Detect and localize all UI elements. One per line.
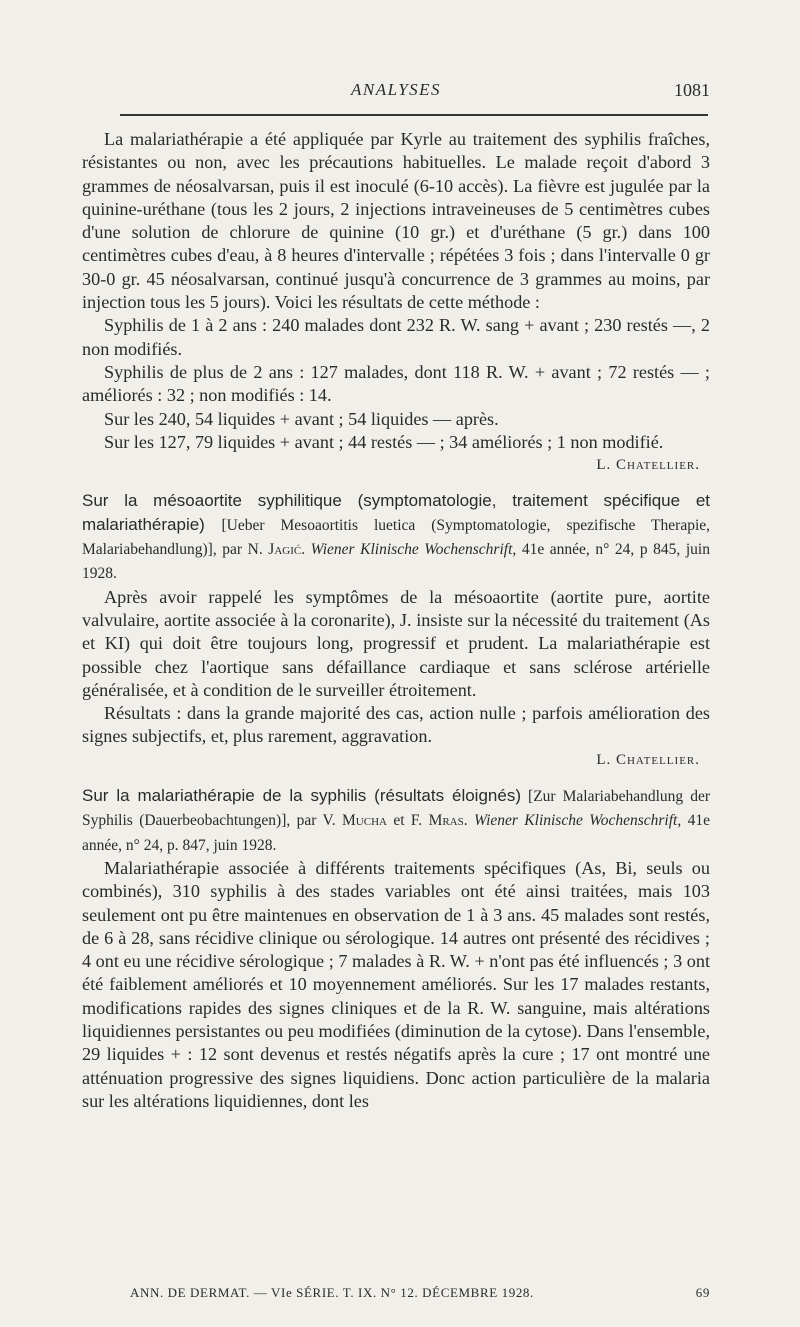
paragraph: Syphilis de 1 à 2 ans : 240 malades dont 232 R. W. sang + avant ; 230 restés —, 2 non modifiés. [82, 315, 710, 359]
reference-author: Mras [428, 812, 464, 830]
paragraph: Malariathérapie associée à différents traitements spécifiques (As, Bi, seuls ou combinés), 310 syphilis à des stades variables ont été ainsi traitées, mais 103 seulement ont pu être maintenues en observation de 1 à 3 ans. 45 malades sont restés, de 6 à 28, sans récidive clinique ou sérologique. 14 autres ont présenté des récidives ; 4 ont eu une récidive sérologique ; 7 malades à R. W. + n'ont pas été influencés ; 3 ont été faiblement améliorés et 10 moyennement améliorés. Sur les 17 malades restants, modifications rapides des signes cliniques et de la R. W. sanguine, mais altérations liquidiennes persistantes ou peu modifiées (diminution de la cytose). Dans l'ensemble, 29 liquides + : 12 sont devenus et restés négatifs après la cure ; 17 ont montré une atténuation progressive des signes liquidiens. Donc action particulière de la malaria sur les altérations liquidiennes, dont les [82, 857, 710, 1111]
reference-journal: Wiener Klinische Wochenschrift [310, 541, 513, 559]
page-footer [130, 1285, 710, 1301]
reference-text: et F. [386, 812, 429, 830]
running-head: ANALYSES [350, 80, 442, 99]
article-reference: [Ueber Mesoaortitis luetica (Symptomatologie, spezifische Therapie, Malariabehandlung)], par N. Jagić. Wiener Klinische Wochenschrift, 41e année, n° 24, p 845, juin 1928. [82, 516, 711, 583]
header-rule [120, 114, 708, 116]
reference-text: [Zur Malariabehandlung der Syphilis (Dauerbeobachtungen)], par V. [82, 788, 711, 830]
signature: L. Chatellier. [596, 457, 700, 474]
footer-citation: ANN. DE DERMAT. — VIe SÉRIE. T. IX. N° 12. DÉCEMBRE 1928. [130, 1285, 534, 1300]
reference-details: , 41e année, n° 24, p. 847, juin 1928. [82, 812, 710, 854]
paragraph: Sur les 127, 79 liquides + avant ; 44 restés — ; 34 améliorés ; 1 non modifié. [104, 431, 664, 452]
paragraph: Sur les 240, 54 liquides + avant ; 54 liquides — après. [104, 408, 499, 429]
paragraph: Après avoir rappelé les symptômes de la mésoaortite (aortite pure, aortite valvulaire, aortite associée à la coronarite), J. insiste sur la nécessité du traitement (As et KI) qui doit être toujours long, progressif et prudent. La malariathérapie est possible chez l'aortique sans défaillance cardiaque et sans sclérose artérielle généralisée, et à condition de le surveiller étroitement. [82, 586, 710, 700]
reference-author: Mucha [342, 812, 387, 830]
body-text [82, 128, 710, 1113]
paragraph: Syphilis de plus de 2 ans : 127 malades, dont 118 R. W. + avant ; 72 restés — ; améliorés : 32 ; non modifiés : 14. [82, 361, 710, 406]
paragraph: Résultats : dans la grande majorité des cas, action nulle ; parfois amélioration des signes subjectifs, et, plus rarement, aggravation. [82, 703, 710, 747]
article-title: Sur la mésoaortite syphilitique (symptomatologie, traitement spécifique et malariathérapie) [82, 491, 710, 534]
footer-folio: 69 [695, 1285, 710, 1300]
article-title: Sur la malariathérapie de la syphilis (résultats éloignés) [82, 786, 521, 806]
reference-text: [Ueber Mesoaortitis luetica (Symptomatologie, spezifische Therapie, Malariabehandlung)], par N. [82, 516, 711, 559]
reference-details: , 41e année, n° 24, p 845, juin 1928. [82, 541, 710, 583]
reference-author: Jagić [268, 541, 302, 559]
signature: L. Chatellier. [596, 751, 700, 768]
article-reference: [Zur Malariabehandlung der Syphilis (Dauerbeobachtungen)], par V. Mucha et F. Mras. Wiener Klinische Wochenschrift, 41e année, n° 24, p. 847, juin 1928. [82, 788, 711, 854]
page-number: 1081 [674, 80, 710, 100]
paragraph: La malariathérapie a été appliquée par Kyrle au traitement des syphilis fraîches, résistantes ou non, avec les précautions habituelles. Le malade reçoit d'abord 3 grammes de néosalvarsan, puis il est inoculé (6-10 accès). La fièvre est jugulée par la quinine-uréthane (tous les 2 jours, 2 injections intraveineuses de 5 centimètres cubes d'une solution de chlorure de quinine (10 gr.) et d'uréthane (5 gr.) dans 100 centimètres cubes d'eau, à 8 heures d'intervalle ; répétées 3 fois ; dans l'intervalle 0 gr 30-0 gr. 45 néosalvarsan, continué jusqu'à concurrence de 3 grammes au moins, par injection tous les 5 jours). Voici les résultats de cette méthode : [82, 129, 710, 313]
article-heading [82, 784, 710, 857]
reference-journal: Wiener Klinische Wochenschrift [474, 812, 678, 830]
article-heading [82, 489, 710, 585]
page-header [82, 0, 710, 100]
